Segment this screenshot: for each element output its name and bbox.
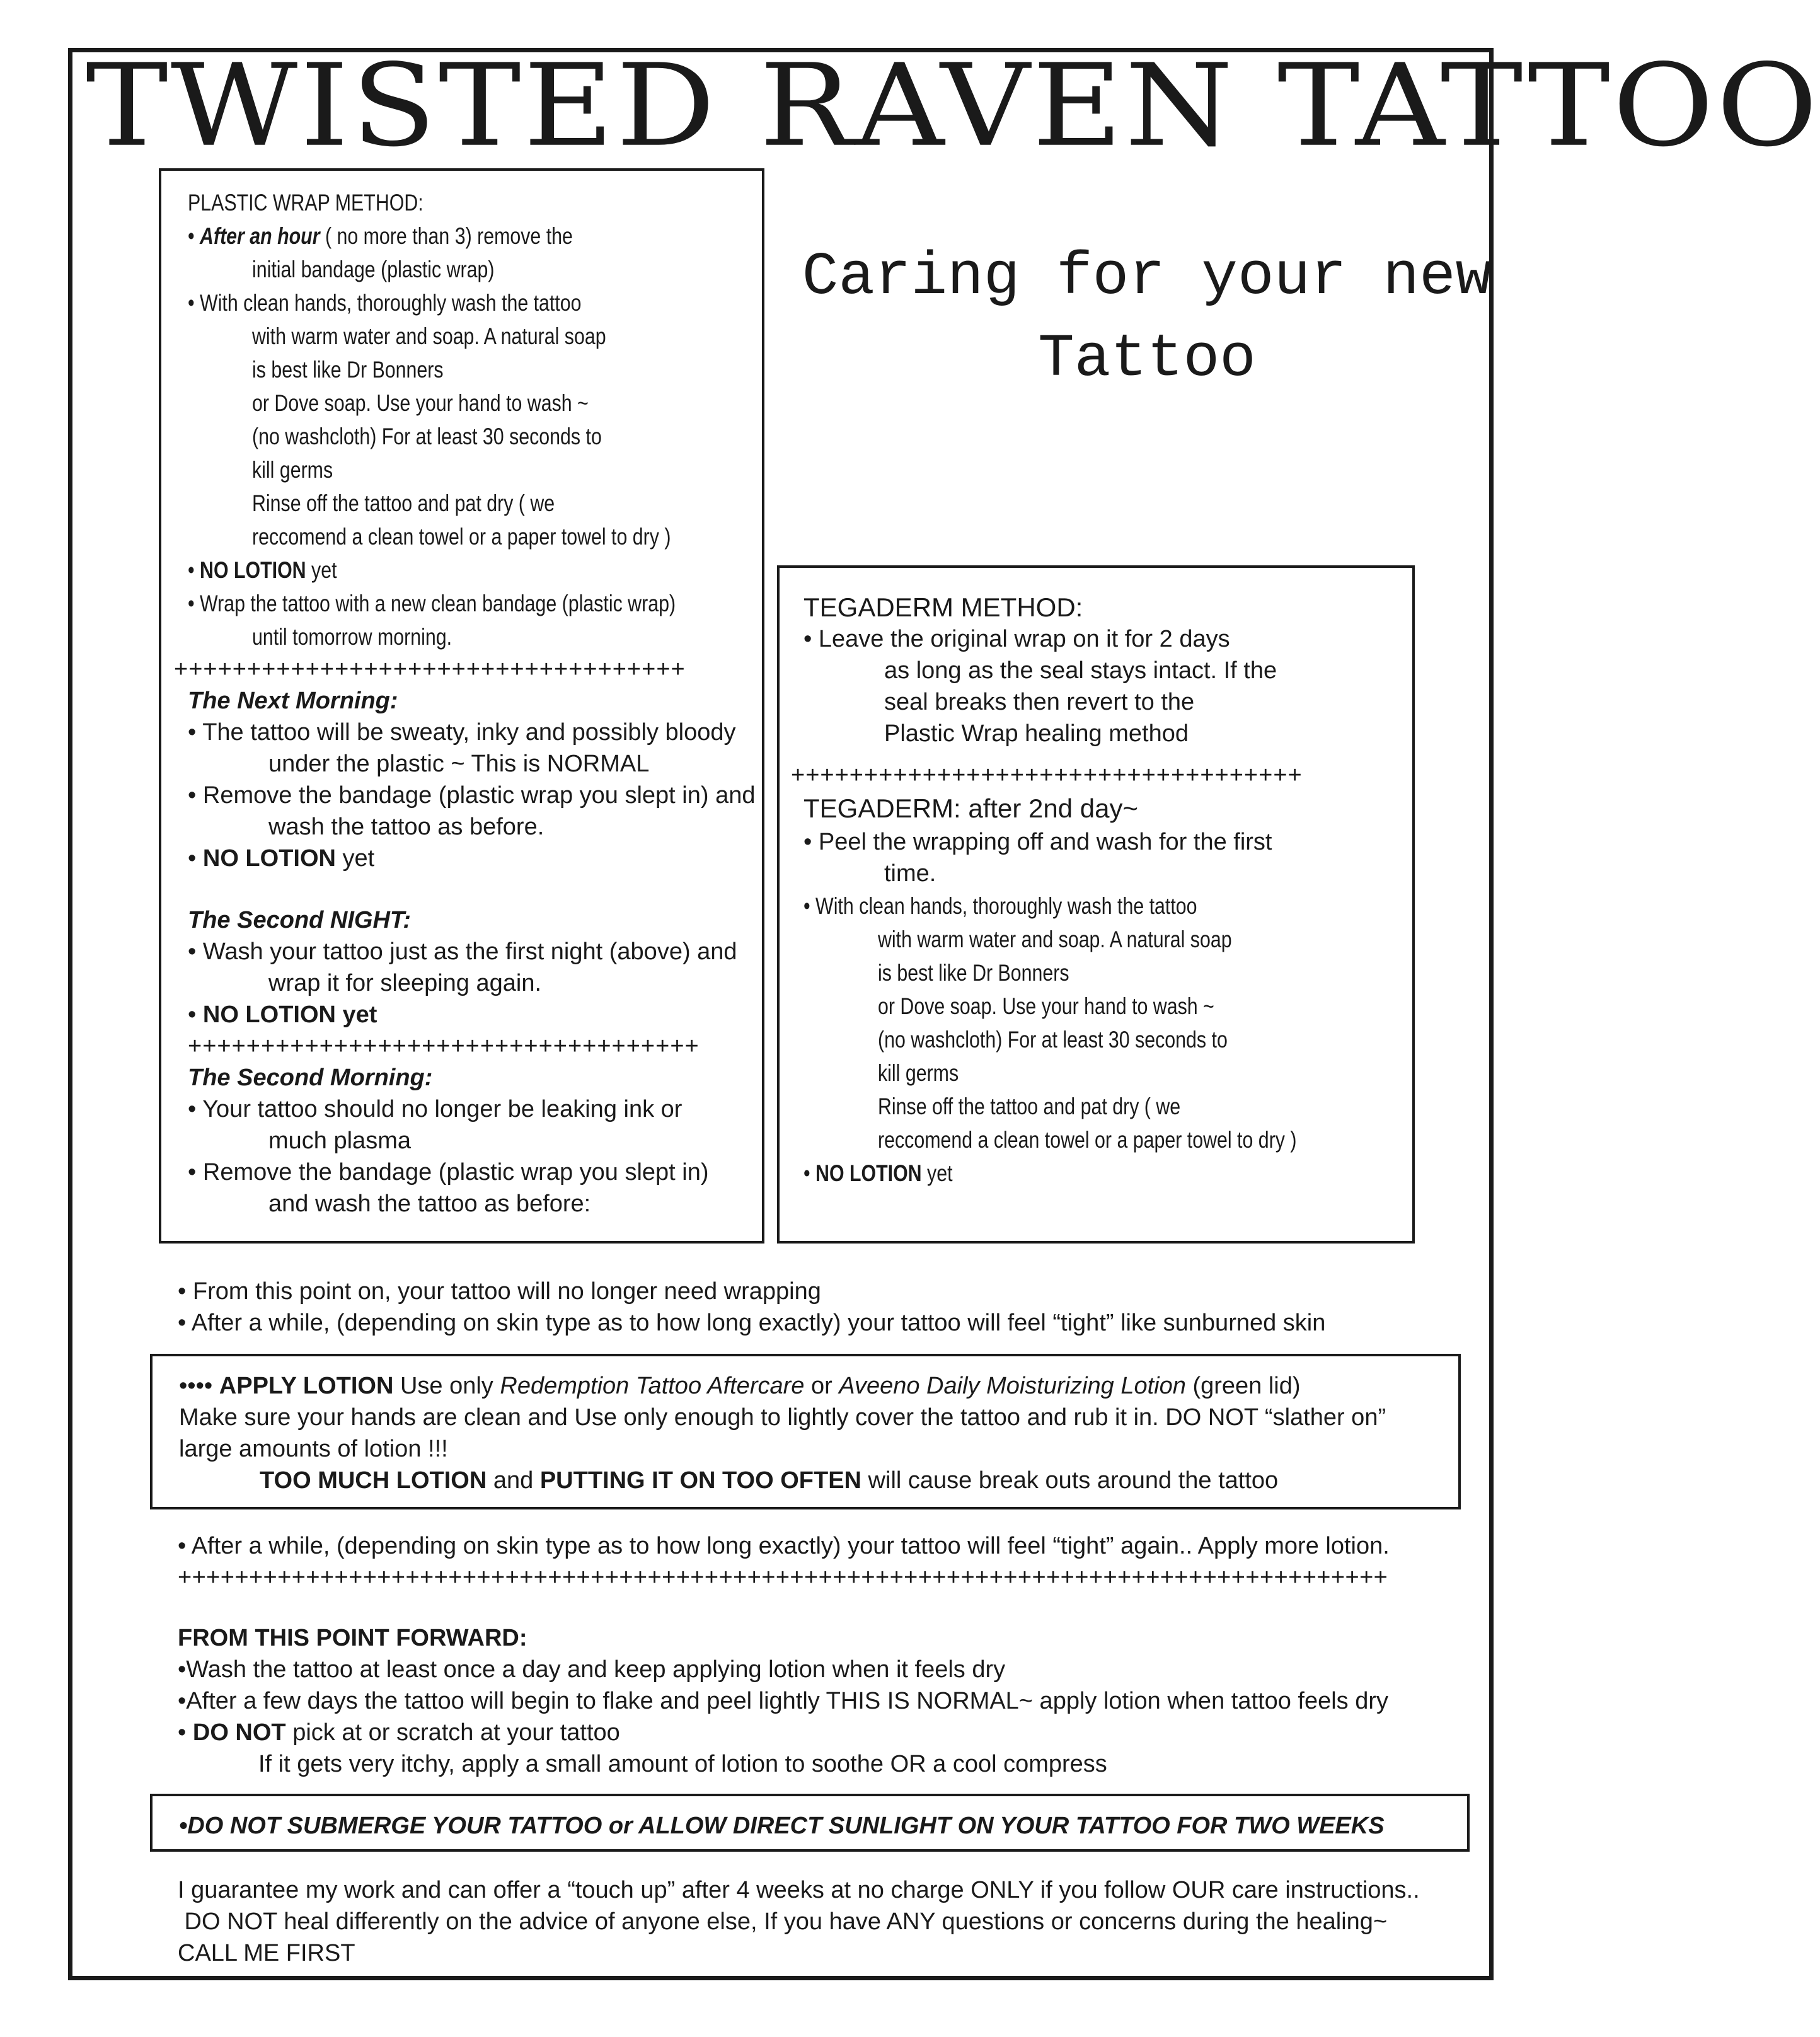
reapply-section: • After a while, (depending on skin type as to how long exactly) your tattoo will feel “tight” again.. Apply more lotion. +++++++++++++++++++++++++++++++++++++++++++++++++++++++++++++++++++++++++++++++++++++ <box>178 1530 1390 1593</box>
product-redemption: Redemption Tattoo Aftercare <box>500 1373 805 1399</box>
no-lotion-label: NO LOTION <box>200 557 306 583</box>
separator: +++++++++++++++++++++++++++++++++++ <box>188 1033 700 1059</box>
tegaderm-heading: TEGADERM METHOD: <box>803 592 1083 622</box>
forward-heading: FROM THIS POINT FORWARD: <box>178 1625 527 1651</box>
separator: +++++++++++++++++++++++++++++++++++++++++++++++++++++++++++++++++++++++++++++++++++++ <box>178 1564 1388 1591</box>
plastic-wrap-heading: PLASTIC WRAP METHOD: <box>188 190 423 216</box>
from-this-point-forward-section: FROM THIS POINT FORWARD: •Wash the tattoo at least once a day and keep applying lotion when it feels dry •After a few days the tattoo will begin to flake and peel lightly THIS IS NORMAL~ apply lotion when tattoo feels dry • DO NOT pick at or scratch at your tattoo If it gets very itchy, apply a small amount of lotion to soothe OR a cool compress <box>178 1625 1389 1777</box>
tegaderm-after-heading: TEGADERM: after 2nd day~ <box>803 793 1139 823</box>
no-lotion-label: NO LOTION <box>202 845 336 872</box>
plastic-wrap-box: PLASTIC WRAP METHOD: • After an hour ( no more than 3) remove the initial bandage (plastic wrap) • With clean hands, thoroughly wash the tattoo with warm water and soap. A natural soap is best like Dr Bonners or Dove soap. Use your hand to wash ~ (no washcloth) For at least 30 seconds to kill germs Rinse off the tattoo and pat dry ( we reccomend a clean towel or a paper towel to dry ) • NO LOTION yet • Wrap the tattoo with a new clean bandage (plastic wrap) until tomorrow morning. +++++++++++++++++++++++++++++++++++ The Next Morning: • The tattoo will be sweaty, inky and possibly bloody under the plastic ~ This is NORMAL • Remove the bandage (plastic wrap you slept in) and wash the tattoo as before. • NO LOTION yet The Second NIGHT: • Wash your tattoo just as the first night (above) and wrap it for sleeping again. • NO LOTION yet +++++++++++++++++++++++++++++++++++ The Second Morning: • Your tattoo should no longer be leaking ink or much plasma • Remove the bandage (plastic wrap you slept in) and wash the tattoo as before: <box>159 168 764 1244</box>
brand-title: TWISTED RAVEN TATTOO <box>86 40 1820 173</box>
second-night-heading: The Second NIGHT: <box>188 907 411 933</box>
subtitle-line-2: Tattoo <box>1038 325 1256 393</box>
no-lotion-label: NO LOTION <box>815 1160 922 1186</box>
separator: +++++++++++++++++++++++++++++++++++ <box>174 656 686 683</box>
call-me-first: CALL ME FIRST <box>178 1940 355 1966</box>
after-an-hour: After an hour <box>200 223 320 249</box>
second-morning-heading: The Second Morning: <box>188 1065 433 1091</box>
guarantee-section: I guarantee my work and can offer a “touch up” after 4 weeks at no charge ONLY if you follow OUR care instructions.. DO NOT heal differently on the advice of anyone else, If you have ANY questions or concerns during the healing~ CALL ME FIRST <box>178 1874 1420 1969</box>
warning-text: •DO NOT SUBMERGE YOUR TATTOO or ALLOW DIRECT SUNLIGHT ON YOUR TATTOO FOR TWO WEEKS <box>179 1813 1385 1839</box>
no-more-wrapping-section: • From this point on, your tattoo will no longer need wrapping • After a while, (depending on skin type as to how long exactly) your tattoo will feel “tight” like sunburned skin <box>178 1278 1326 1336</box>
tegaderm-box: TEGADERM METHOD: • Leave the original wrap on it for 2 days as long as the seal stays intact. If the seal breaks then revert to the Plastic Wrap healing method +++++++++++++++++++++++++++++++++++ TEGADERM: after 2nd day~ • Peel the wrapping off and wash for the first time. • With clean hands, thoroughly wash the tattoo with warm water and soap. A natural soap is best like Dr Bonners or Dove soap. Use your hand to wash ~ (no washcloth) For at least 30 seconds to kill germs Rinse off the tattoo and pat dry ( we reccomend a clean towel or a paper towel to dry ) • NO LOTION yet <box>777 565 1415 1244</box>
apply-lotion-label: APPLY LOTION <box>219 1373 394 1399</box>
apply-lotion-box: •••• APPLY LOTION Use only Redemption Tattoo Aftercare or Aveeno Daily Moisturizing Lotion (green lid) Make sure your hands are clean and Use only enough to lightly cover the tattoo and rub it in. DO NOT “slather on” large amounts of lotion !!! TOO MUCH LOTION and PUTTING IT ON TOO OFTEN will cause break outs around the tattoo <box>150 1354 1461 1509</box>
next-morning-heading: The Next Morning: <box>188 688 398 714</box>
product-aveeno: Aveeno Daily Moisturizing Lotion <box>839 1373 1186 1399</box>
separator: +++++++++++++++++++++++++++++++++++ <box>791 762 1303 788</box>
no-lotion-label: NO LOTION yet <box>202 1001 377 1028</box>
warning-box <box>150 1794 1470 1852</box>
page-subtitle <box>788 236 1506 400</box>
subtitle-line-1: Caring for your new <box>802 243 1492 311</box>
